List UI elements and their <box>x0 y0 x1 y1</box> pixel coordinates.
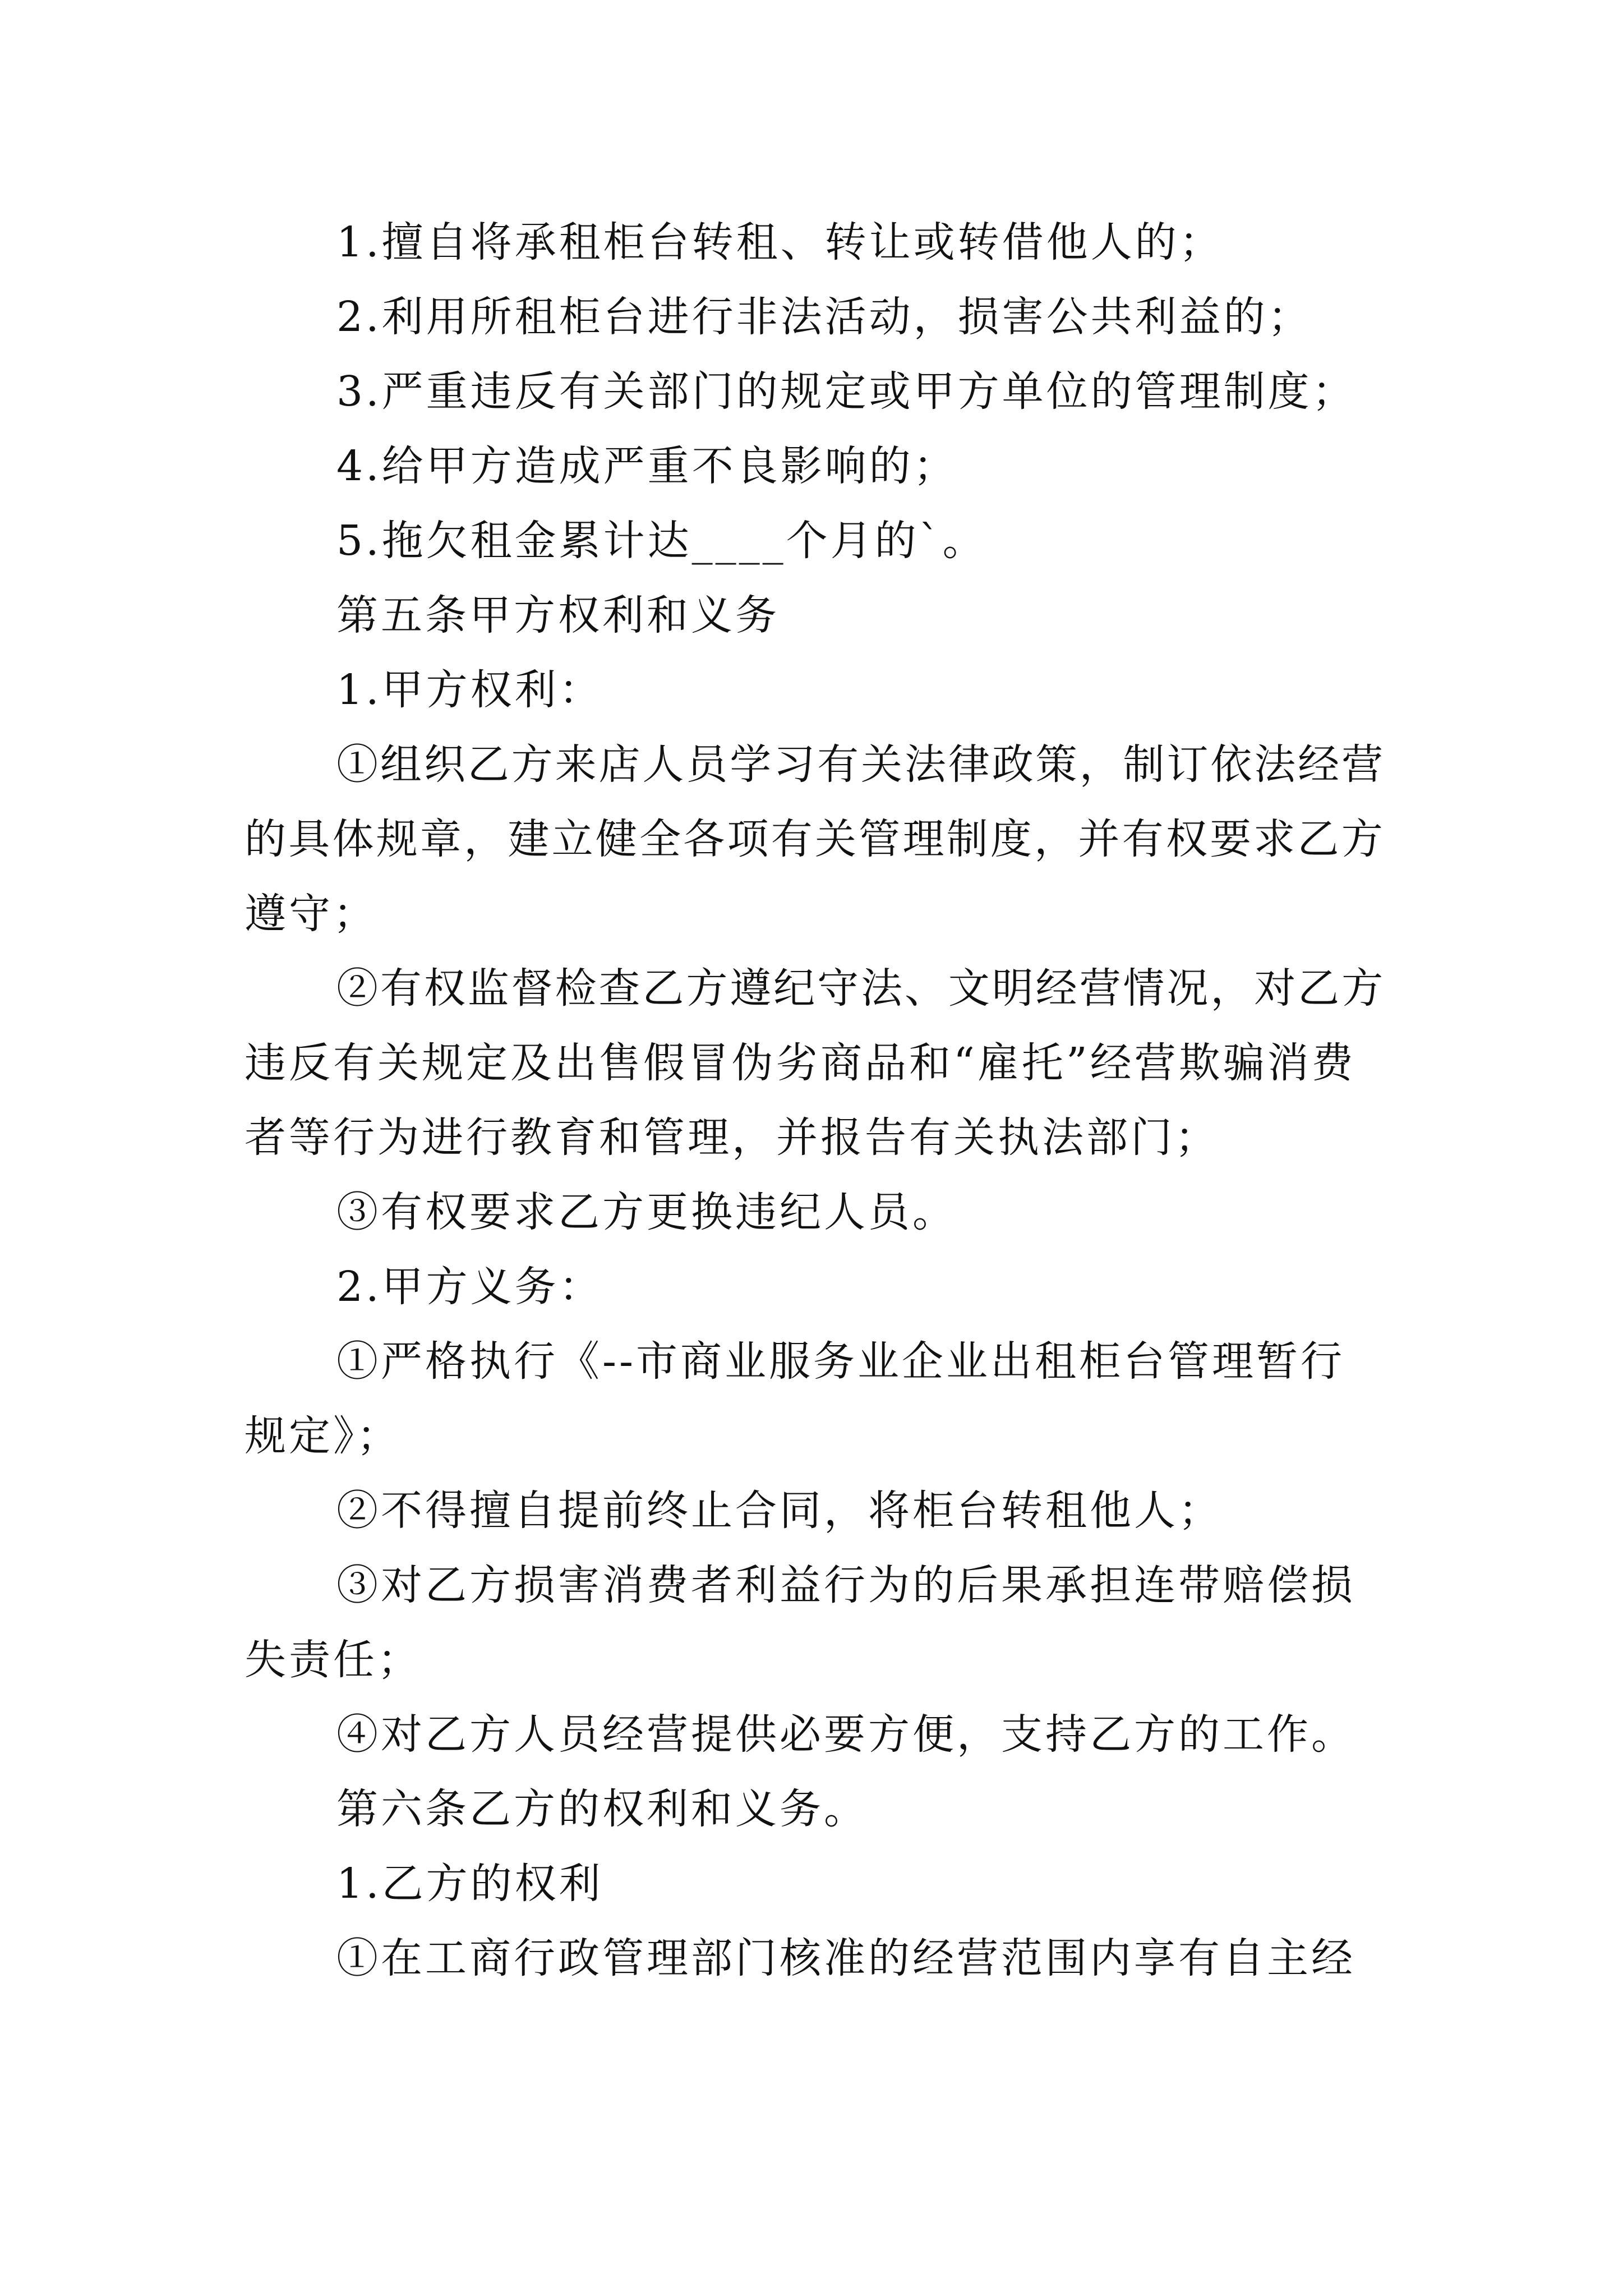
text-line: 遵守； <box>245 890 377 938</box>
section-heading: 第六条乙方的权利和义务。 <box>336 1785 868 1833</box>
text-line: ②不得擅自提前终止合同，将柜台转租他人； <box>336 1487 1223 1535</box>
text-line: 3.严重违反有关部门的规定或甲方单位的管理制度； <box>336 367 1357 416</box>
text-line: 4.给甲方造成严重不良影响的； <box>336 442 958 490</box>
text-line: 的具体规章，建立健全各项有关管理制度，并有权要求乙方 <box>245 815 1385 863</box>
text-line: 1.擅自将承租柜台转租、转让或转借他人的； <box>336 218 1224 266</box>
section-heading: 第五条甲方权利和义务 <box>336 591 780 639</box>
text-line: ①在工商行政管理部门核准的经营范围内享有自主经 <box>336 1934 1355 1982</box>
text-line: 规定》； <box>245 1412 401 1460</box>
text-line: 1.甲方权利： <box>336 666 603 714</box>
text-line: 5.拖欠租金累计达____个月的`。 <box>336 517 987 565</box>
text-line: 违反有关规定及出售假冒伪劣商品和“雇托”经营欺骗消费 <box>245 1039 1356 1087</box>
text-line: ③有权要求乙方更换违纪人员。 <box>336 1188 957 1236</box>
text-line: ④对乙方人员经营提供必要方便，支持乙方的工作。 <box>336 1710 1355 1759</box>
text-line: 失责任； <box>245 1636 422 1684</box>
text-line: 1.乙方的权利 <box>336 1860 603 1908</box>
text-line: ③对乙方损害消费者利益行为的后果承担连带赔偿损 <box>336 1561 1355 1609</box>
text-line: 2.甲方义务： <box>336 1263 603 1311</box>
text-line: ①严格执行《--市商业服务业企业出租柜台管理暂行 <box>336 1337 1345 1386</box>
text-line: 2.利用所租柜台进行非法活动，损害公共利益的； <box>336 293 1312 341</box>
text-line: 者等行为进行教育和管理，并报告有关执法部门； <box>245 1114 1219 1162</box>
text-line: ②有权监督检查乙方遵纪守法、文明经营情况，对乙方 <box>336 964 1385 1013</box>
text-line: ①组织乙方来店人员学习有关法律政策，制订依法经营 <box>336 740 1385 789</box>
